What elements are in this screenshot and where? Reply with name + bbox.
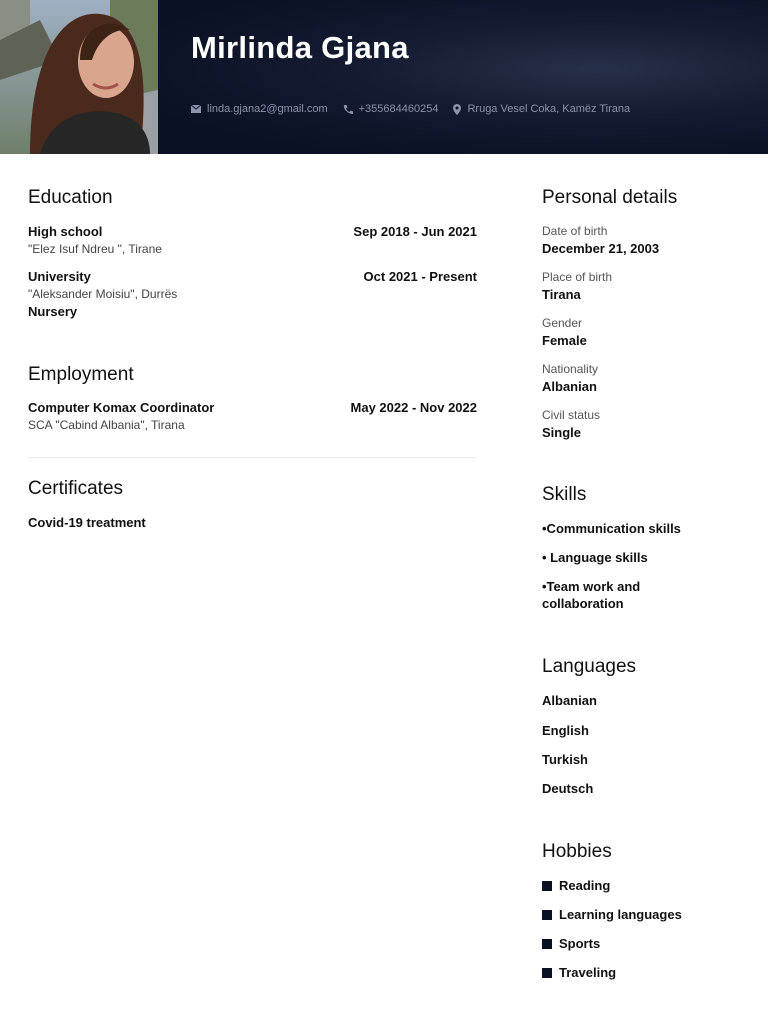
- education-entry-institution: "Elez Isuf Ndreu ", Tirane: [28, 242, 162, 256]
- skill-item: collaboration: [542, 596, 624, 611]
- detail-label: Nationality: [542, 362, 599, 376]
- skill-item: • Language skills: [542, 550, 648, 565]
- skills-heading: Skills: [542, 484, 587, 505]
- employment-entry-dates: May 2022 - Nov 2022: [350, 400, 477, 415]
- detail-nationality: [542, 362, 598, 394]
- detail-label: Place of birth: [542, 270, 613, 284]
- hobby-item: [542, 965, 616, 980]
- employment-entry: [28, 400, 477, 432]
- envelope-icon: [191, 105, 201, 113]
- phone-text: +355684460254: [358, 103, 439, 115]
- header-banner: [0, 0, 768, 154]
- hobby-label: Sports: [559, 936, 601, 951]
- skill-item: •Communication skills: [542, 521, 681, 536]
- education-entry-title: High school: [28, 224, 103, 239]
- certificate-item: [28, 515, 477, 530]
- certificate-title: Covid-19 treatment: [28, 515, 146, 530]
- square-bullet-icon: [542, 881, 552, 891]
- phone-icon: [343, 104, 353, 114]
- detail-value: December 21, 2003: [542, 241, 660, 256]
- language-item: Albanian: [542, 693, 597, 708]
- candidate-name: Mirlinda Gjana: [191, 30, 409, 65]
- square-bullet-icon: [542, 910, 552, 920]
- languages-heading: Languages: [542, 656, 637, 677]
- education-entry-dates: Oct 2021 - Present: [363, 269, 477, 284]
- personal-details-heading: Personal details: [542, 187, 678, 208]
- contact-email[interactable]: [191, 103, 328, 115]
- email-text: linda.gjana2@gmail.com: [207, 103, 328, 115]
- education-entry-title: University: [28, 269, 91, 284]
- detail-label: Civil status: [542, 408, 601, 422]
- address-text: Rruga Vesel Coka, Kamëz Tirana: [467, 103, 631, 115]
- section-divider: [28, 457, 477, 458]
- employment-heading: Employment: [28, 364, 134, 385]
- profile-photo-image: [0, 0, 158, 154]
- detail-value: Single: [542, 425, 582, 440]
- detail-date-of-birth: [542, 224, 659, 256]
- detail-gender: [542, 316, 587, 348]
- education-entry-university: [28, 269, 477, 319]
- detail-value: Albanian: [542, 379, 597, 394]
- square-bullet-icon: [542, 939, 552, 949]
- detail-value: Tirana: [542, 287, 581, 302]
- education-entry-field: Nursery: [28, 304, 78, 319]
- hobby-item: [542, 936, 600, 951]
- education-heading: Education: [28, 187, 113, 208]
- square-bullet-icon: [542, 968, 552, 978]
- education-entry-institution: "Aleksander Moisiu", Durrës: [28, 287, 178, 301]
- contact-bar: [191, 103, 645, 115]
- education-entry-high-school: [28, 224, 477, 256]
- detail-civil-status: [542, 408, 600, 440]
- certificates-heading: Certificates: [28, 478, 124, 499]
- education-entry-dates: Sep 2018 - Jun 2021: [353, 224, 477, 239]
- contact-address[interactable]: [453, 103, 630, 115]
- employment-entry-company: SCA "Cabind Albania", Tirana: [28, 418, 185, 432]
- detail-value: Female: [542, 333, 587, 348]
- hobby-label: Learning languages: [559, 907, 682, 922]
- language-item: Turkish: [542, 752, 588, 767]
- skill-item: •Team work and: [542, 579, 641, 594]
- location-pin-icon: [453, 104, 461, 115]
- language-item: Deutsch: [542, 781, 594, 796]
- detail-label: Date of birth: [542, 224, 608, 238]
- employment-entry-title: Computer Komax Coordinator: [28, 400, 215, 415]
- header-background: [158, 0, 768, 154]
- profile-photo: [0, 0, 158, 154]
- language-item: English: [542, 723, 589, 738]
- detail-place-of-birth: [542, 270, 612, 302]
- hobby-item: [542, 878, 610, 893]
- hobby-label: Traveling: [559, 965, 617, 980]
- hobby-label: Reading: [559, 878, 611, 893]
- hobby-item: [542, 907, 682, 922]
- hobbies-heading: Hobbies: [542, 841, 612, 862]
- detail-label: Gender: [542, 316, 583, 330]
- contact-phone[interactable]: [343, 103, 439, 115]
